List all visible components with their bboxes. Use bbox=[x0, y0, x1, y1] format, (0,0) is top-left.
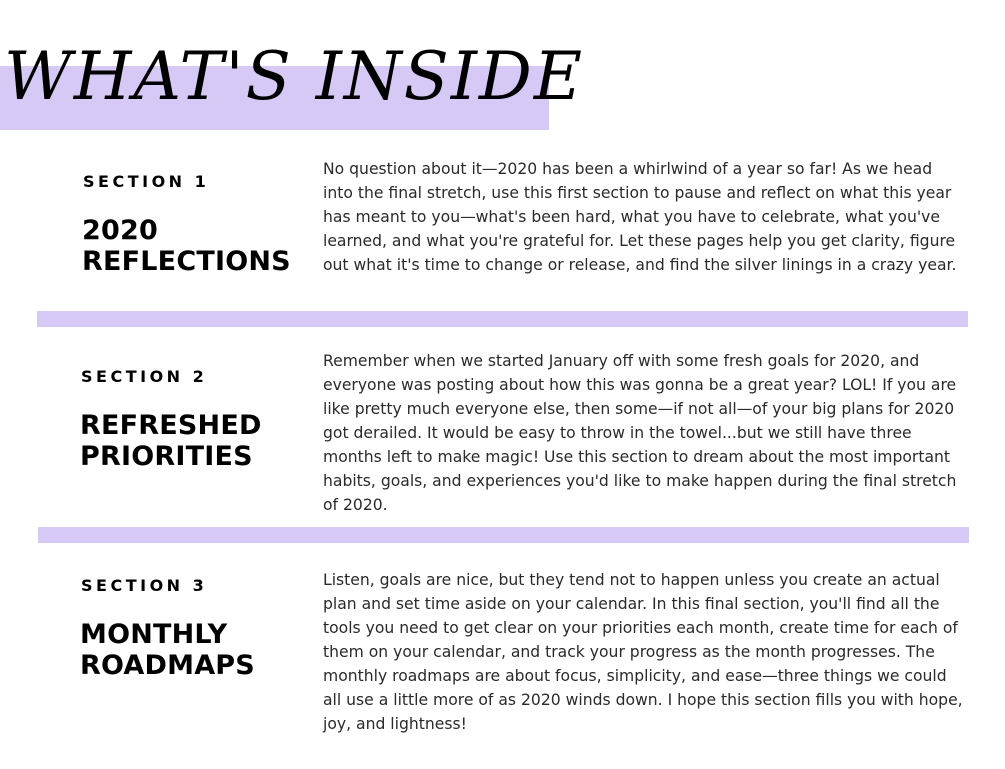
section-3-heading-line-1: MONTHLY bbox=[80, 619, 228, 650]
section-3-heading bbox=[80, 619, 315, 681]
section-2-label: SECTION 2 bbox=[81, 367, 208, 386]
section-1-description: No question about it—2020 has been a whirlwind of a year so far! As we head into the final stretch, use this first section to pause and reflect on what this year has meant to you—what's been hard, what you have to celebrate, what you've learned, and what you're grateful for. Let these pages help you get clarity, figure out what it's time to change or release, and find the silver linings in a crazy year. bbox=[323, 160, 957, 274]
section-divider-2 bbox=[38, 527, 969, 543]
section-2-heading-line-1: REFRESHED bbox=[80, 410, 262, 441]
section-3-heading-line-2: ROADMAPS bbox=[80, 650, 255, 681]
section-1-label: SECTION 1 bbox=[83, 172, 210, 191]
section-3-description: Listen, goals are nice, but they tend not to happen unless you create an actual plan and set time aside on your calendar. In this final section, you'll find all the tools you need to get clear on your priorities each month, create time for each of them on your calendar, and track your progress as the month progresses. The monthly roadmaps are about focus, simplicity, and ease—three things we could all use a little more of as 2020 winds down. I hope this section fills you with hope, joy, and lightness! bbox=[323, 571, 963, 733]
section-1-heading bbox=[82, 215, 317, 277]
page-title: WHAT'S INSIDE bbox=[4, 38, 585, 115]
section-2-heading bbox=[80, 410, 315, 472]
section-3-label: SECTION 3 bbox=[81, 576, 208, 595]
section-1-heading-line-1: 2020 bbox=[82, 215, 158, 246]
section-1-heading-line-2: REFLECTIONS bbox=[82, 246, 291, 277]
section-divider-1 bbox=[37, 311, 968, 327]
section-2-description: Remember when we started January off with some fresh goals for 2020, and everyone was posting about how this was gonna be a great year? LOL! If you are like pretty much everyone else, then some—if not all—of your big plans for 2020 got derailed. It would be easy to throw in the towel...but we still have three months left to make magic! Use this section to dream about the most important habits, goals, and experiences you'd like to make happen during the final stretch of 2020. bbox=[323, 352, 957, 514]
section-2-heading-line-2: PRIORITIES bbox=[80, 441, 253, 472]
